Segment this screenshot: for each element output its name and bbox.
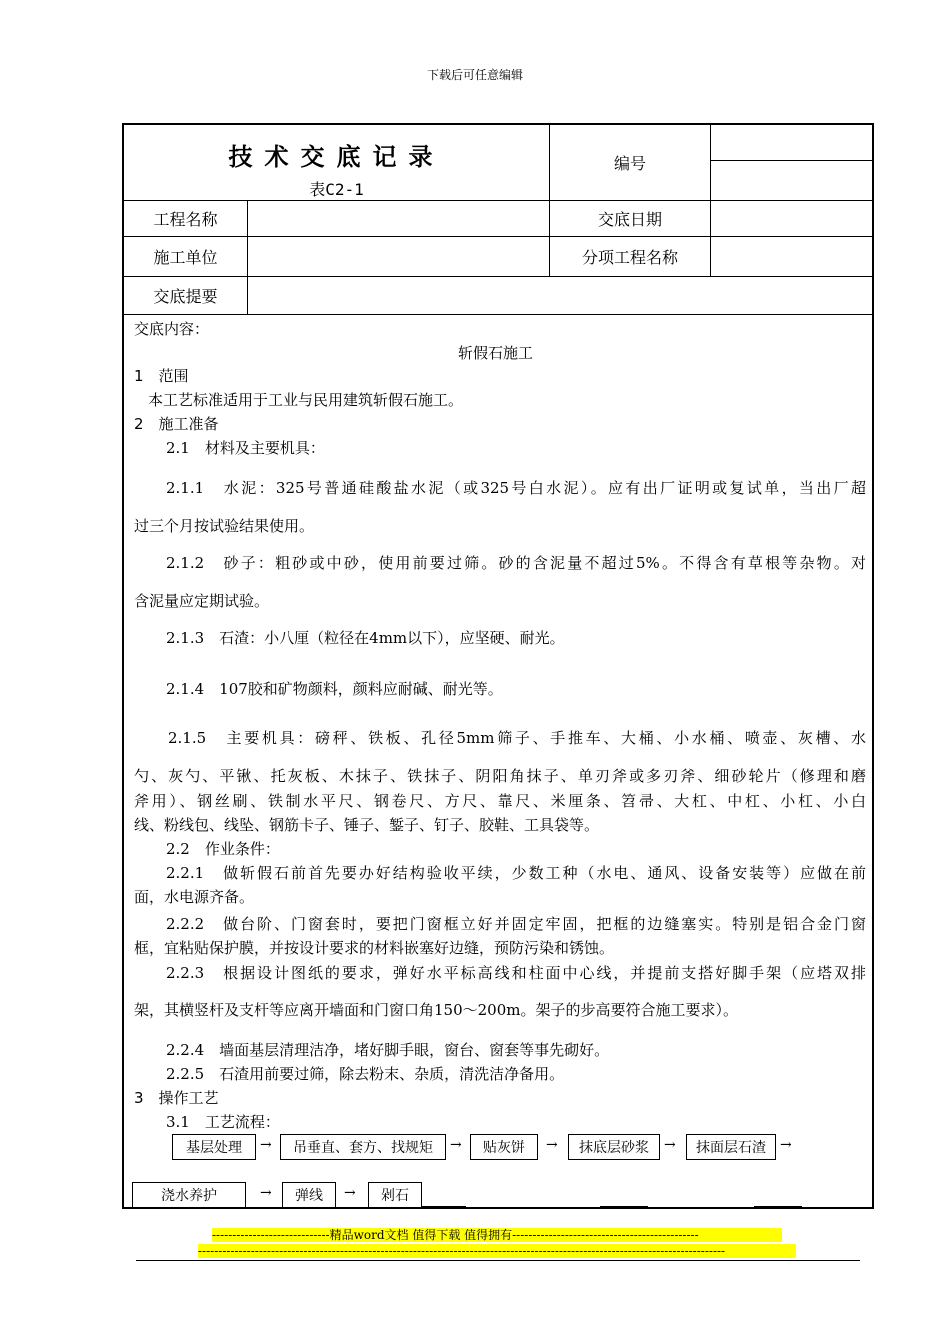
flow-step-water-curing: 浇水养护 (132, 1182, 246, 1208)
flow-step-surface-stone: 抹面层石渣 (686, 1134, 776, 1160)
code-value-top[interactable] (711, 125, 872, 161)
section-2-2-2-line-2: 框，宜粘贴保护膜，并按设计要求的材料嵌塞好边缝，预防污染和锈蚀。 (134, 939, 615, 957)
section-2-1-3: 2.1.3 石渣：小八厘（粒径在4mm以下），应坚硬、耐光。 (166, 629, 565, 647)
flow-step-base-treatment: 基层处理 (172, 1134, 256, 1160)
flow-step-base-mortar: 抹底层砂浆 (568, 1134, 660, 1160)
section-3-title: 3 操作工艺 (134, 1089, 219, 1107)
table-line-stub-2 (600, 1206, 648, 1208)
disclosure-date-label: 交底日期 (597, 210, 662, 229)
flow-step-plaster-cakes: 贴灰饼 (470, 1134, 538, 1160)
document-title: 技术交底记录 (228, 143, 445, 171)
sub-project-value[interactable] (711, 237, 872, 277)
flow-step-snap-line: 弹线 (282, 1182, 336, 1208)
sub-project-label-cell (550, 237, 711, 277)
project-name-label: 工程名称 (153, 210, 218, 229)
construction-unit-label: 施工单位 (153, 248, 218, 267)
content-doc-title: 斩假石施工 (458, 344, 534, 362)
section-2-1: 2.1 材料及主要机具： (166, 439, 325, 457)
footer-promo-line-2: ---------------------------------------------------------------------------------------------------------------------------------- (198, 1244, 796, 1258)
title-cell (124, 125, 550, 201)
top-note: 下载后可任意编辑 (426, 68, 523, 82)
section-2-1-5-line-4: 线、粉线包、线坠、钢筋卡子、锤子、錾子、钉子、胶鞋、工具袋等。 (134, 816, 600, 834)
construction-unit-label-cell (124, 237, 248, 277)
section-2-2-3-line-2: 架，其横竖杆及支杆等应离开墙面和门窗口角150～200m。架子的步高要符合施工要求）。 (134, 1001, 738, 1019)
section-2-2: 2.2 作业条件： (166, 840, 280, 858)
code-label: 编号 (613, 154, 646, 173)
section-2-1-5-line-3: 斧用）、钢丝刷、铁制水平尺、钢卷尺、方尺、靠尺、米厘条、笤帚、大杠、中杠、小杠、小白 (134, 792, 866, 810)
section-2-2-3-line-1: 2.2.3 根据设计图纸的要求，弹好水平标高线和柱面中心线，并提前支搭好脚手架（应塔双排 (166, 964, 866, 982)
flow-step-plumb-square: 吊垂直、套方、找规矩 (280, 1134, 446, 1160)
flow-step-chisel-stone: 剁石 (368, 1182, 422, 1208)
section-1-text: 本工艺标准适用于工业与民用建筑斩假石施工。 (148, 391, 464, 409)
flow-arrow-2: → (450, 1137, 462, 1153)
section-2-2-4: 2.2.4 墙面基层清理洁净，堵好脚手眼，窗台、窗套等事先砌好。 (166, 1041, 610, 1059)
summary-value[interactable] (248, 277, 872, 315)
flow-arrow-7: → (344, 1185, 356, 1201)
content-intro: 交底内容： (134, 320, 210, 338)
disclosure-date-value[interactable] (711, 201, 872, 237)
technical-disclosure-table (122, 123, 874, 1209)
disclosure-date-label-cell (550, 201, 711, 237)
form-number: 表C2-1 (309, 180, 364, 199)
sub-project-label: 分项工程名称 (581, 248, 678, 267)
section-2-1-5-line-1: 2.1.5 主要机具：磅秤、铁板、孔径5mm筛子、手推车、大桶、小水桶、喷壶、灰槽、水 (168, 729, 866, 747)
section-2-1-1-line-2: 过三个月按试验结果使用。 (134, 517, 315, 535)
flow-arrow-6: → (260, 1185, 272, 1201)
section-2-2-2-line-1: 2.2.2 做台阶、门窗套时，要把门窗框立好并固定牢固，把框的边缝塞实。特别是铝合金门窗 (166, 915, 866, 933)
project-name-value[interactable] (248, 201, 550, 237)
section-2-1-1-line-1: 2.1.1 水泥：325号普通硅酸盐水泥（或325号白水泥）。应有出厂证明或复试单，当出厂超 (166, 479, 866, 497)
code-label-cell (550, 125, 711, 201)
section-2-1-4: 2.1.4 107胶和矿物颜料，颜料应耐碱、耐光等。 (166, 680, 503, 698)
construction-unit-value[interactable] (248, 237, 550, 277)
section-2-1-5-line-2: 勺、灰勺、平锹、托灰板、木抹子、铁抹子、阴阳角抹子、单刃斧或多刃斧、细砂轮片（修理和磨 (134, 767, 866, 785)
footer-promo-line-1: -----------------------------精品word文档 值得下载 值得拥有---------------------------------------------- (212, 1228, 782, 1242)
code-value-bottom[interactable] (711, 161, 872, 201)
summary-label: 交底提要 (153, 287, 218, 306)
section-2-2-1-line-2: 面，水电源齐备。 (134, 888, 255, 906)
flow-arrow-3: → (546, 1137, 558, 1153)
section-2-1-2-line-1: 2.1.2 砂子：粗砂或中砂，使用前要过筛。砂的含泥量不超过5%。不得含有草根等杂物。对 (166, 554, 866, 572)
flow-arrow-4: → (664, 1137, 676, 1153)
section-2-2-5: 2.2.5 石渣用前要过筛，除去粉末、杂质，清洗洁净备用。 (166, 1065, 565, 1083)
table-line-stub-1 (422, 1206, 466, 1208)
section-1-title: 1 范围 (134, 367, 189, 385)
project-name-label-cell (124, 201, 248, 237)
section-2-1-2-line-2: 含泥量应定期试验。 (134, 592, 270, 610)
section-2-2-1-line-1: 2.2.1 做斩假石前首先要办好结构验收平续，少数工种（水电、通风、设备安装等）应做在前 (166, 864, 866, 882)
footer-rule (136, 1260, 860, 1261)
summary-label-cell (124, 277, 248, 315)
section-2-title: 2 施工准备 (134, 415, 219, 433)
table-line-stub-3 (754, 1206, 802, 1208)
flow-arrow-5: → (780, 1137, 792, 1153)
flow-arrow-1: → (260, 1137, 272, 1153)
section-3-1: 3.1 工艺流程： (166, 1113, 280, 1131)
